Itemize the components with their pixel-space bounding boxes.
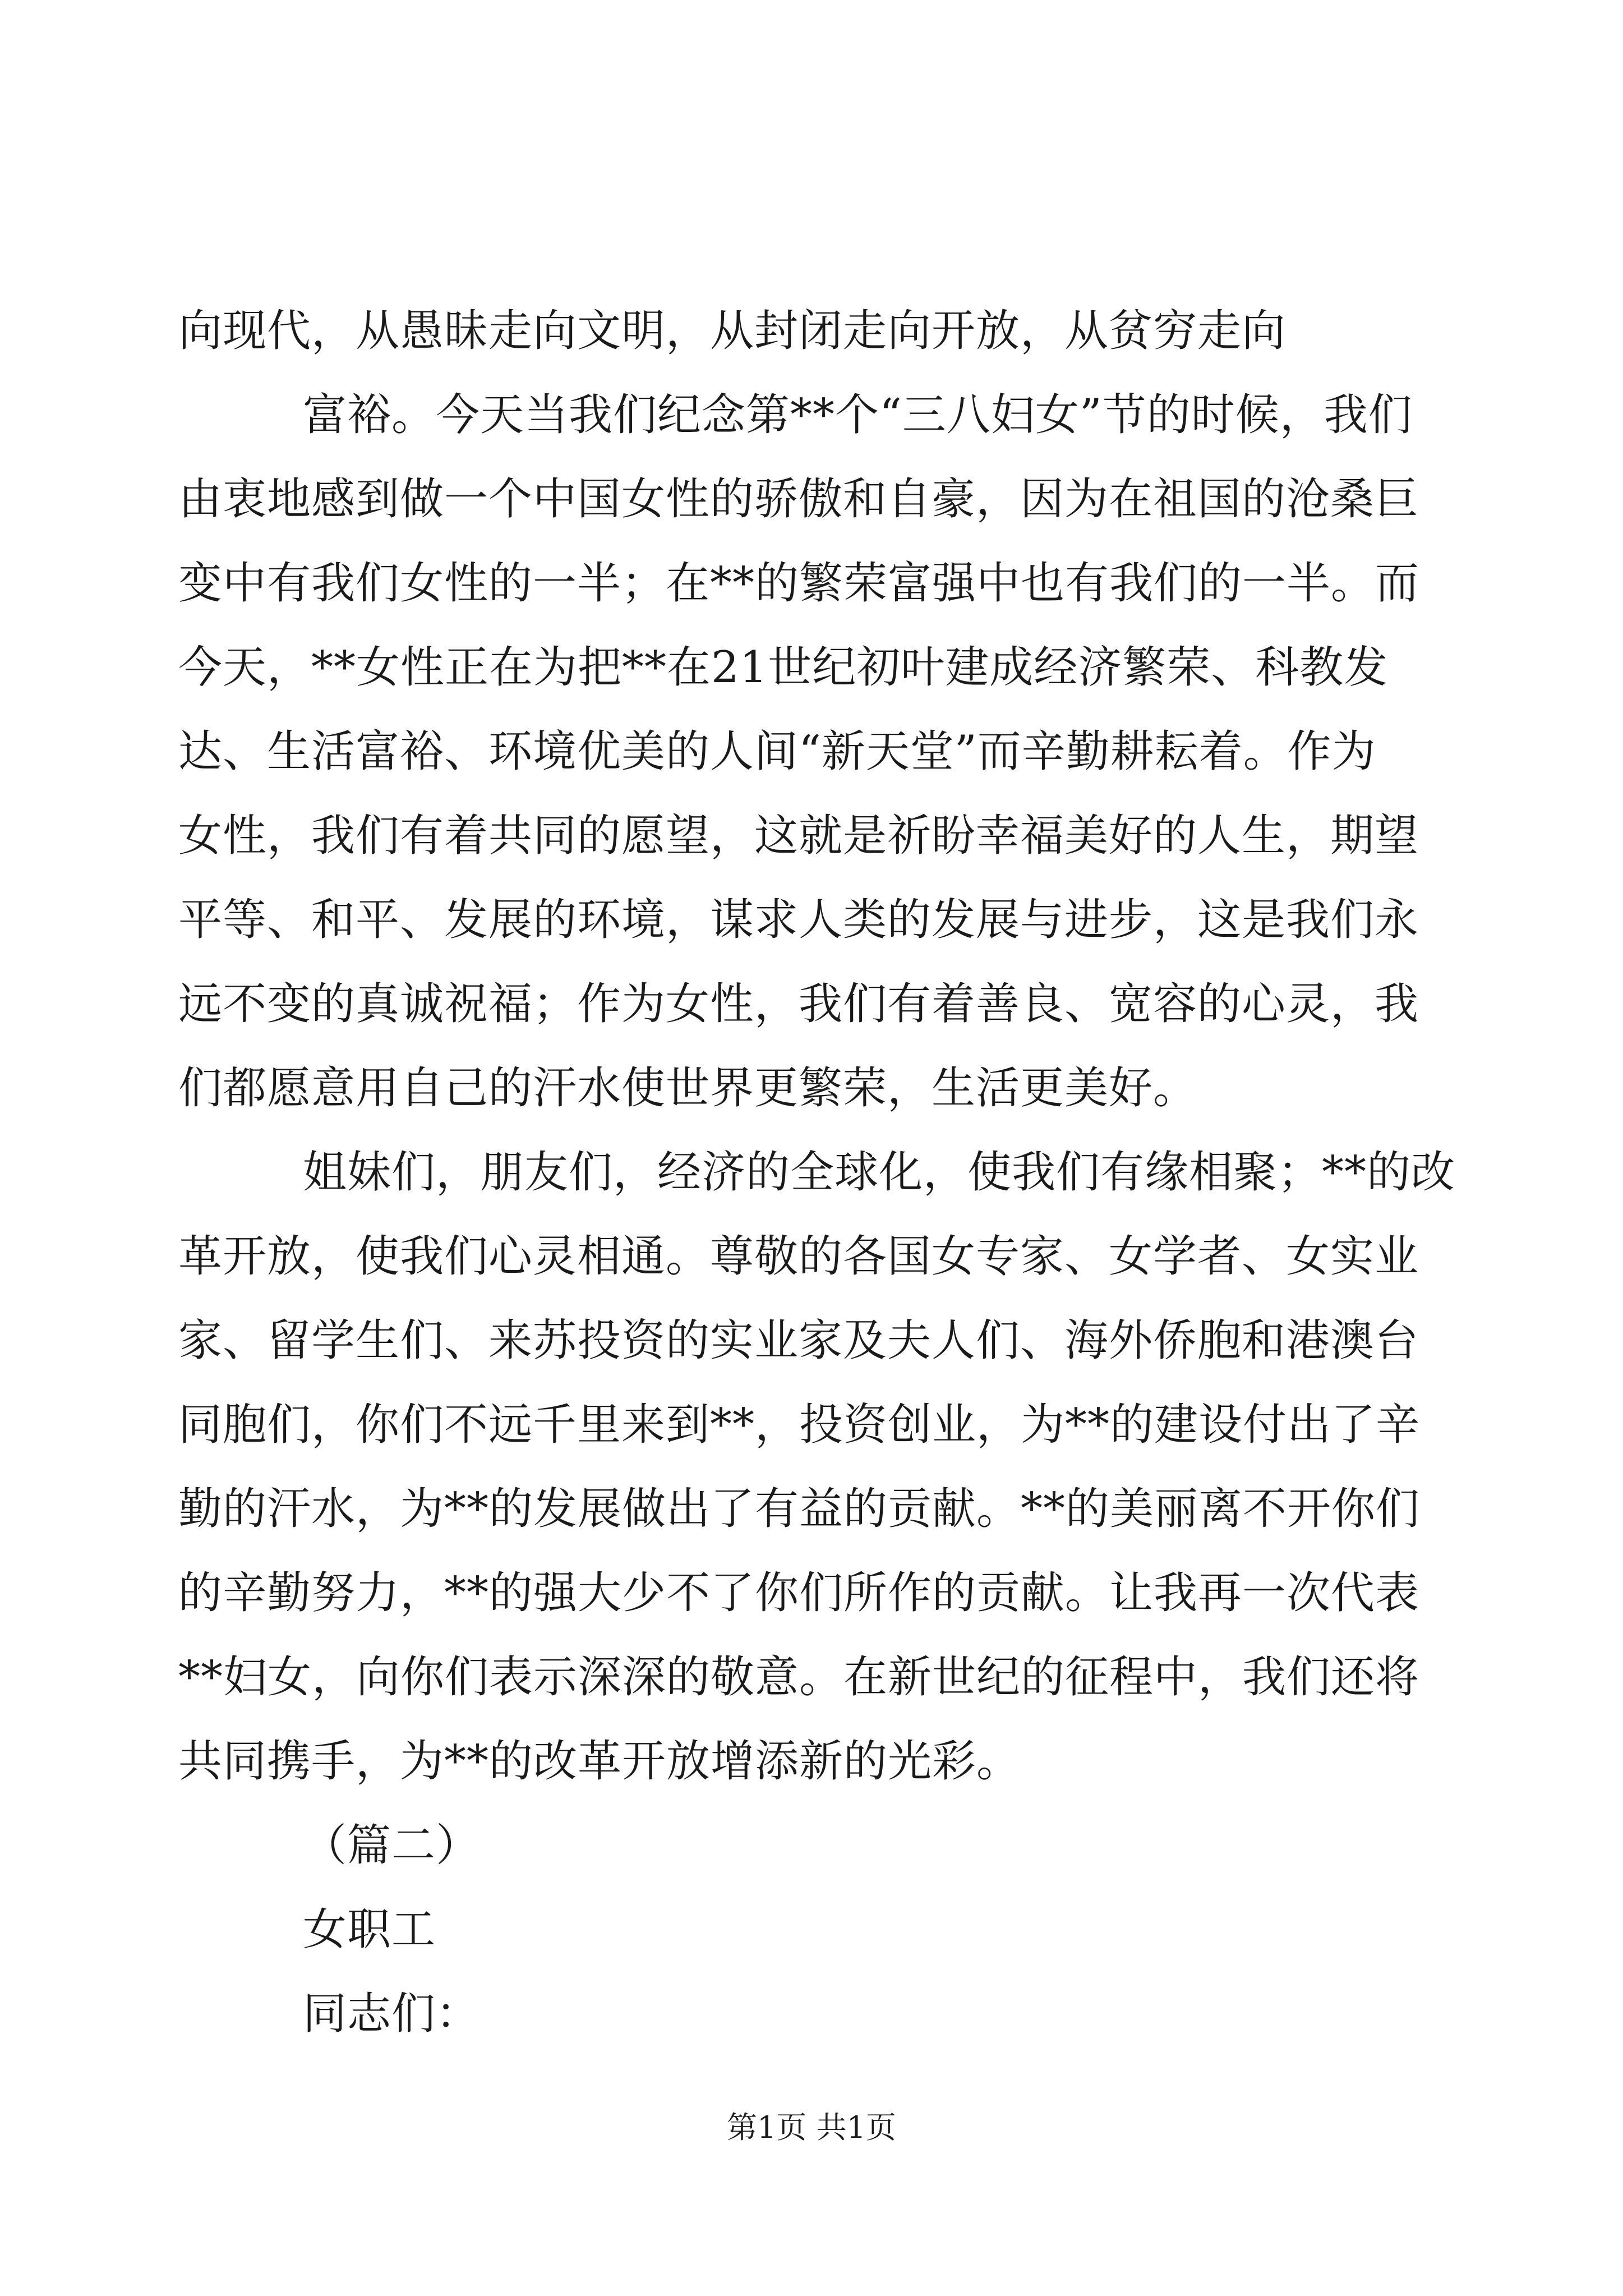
text-line: 富裕。今天当我们纪念第**个“三八妇女”节的时候，我们 [303,390,1413,440]
text-line: 的辛勤努力，**的强大少不了你们所作的贡献。让我再一次代表 [178,1568,1420,1618]
text-line: 共同携手，为**的改革开放增添新的光彩。 [178,1736,1021,1787]
text-line: 同胞们，你们不远千里来到**，投资创业，为**的建设付出了辛 [178,1400,1421,1450]
text-line: 远不变的真诚祝福；作为女性，我们有着善良、宽容的心灵，我 [178,979,1419,1029]
text-line: 向现代，从愚昧走向文明，从封闭走向开放，从贫穷走向 [178,306,1287,356]
text-line: 女职工 [303,1904,436,1955]
text-line: 女性，我们有着共同的愿望，这就是祈盼幸福美好的人生，期望 [178,811,1419,861]
text-line: 姐妹们，朋友们，经济的全球化，使我们有缘相聚；**的改 [303,1147,1456,1198]
text-line: 平等、和平、发展的环境，谋求人类的发展与进步，这是我们永 [178,895,1419,945]
page-footer: 第1页 共1页 [727,2110,896,2145]
text-line: 革开放，使我们心灵相通。尊敬的各国女专家、女学者、女实业 [178,1231,1419,1282]
text-line: 家、留学生们、来苏投资的实业家及夫人们、海外侨胞和港澳台 [178,1315,1419,1366]
text-line: 今天，**女性正在为把**在21世纪初叶建成经济繁荣、科教发 [178,642,1389,693]
text-line: 变中有我们女性的一半；在**的繁荣富强中也有我们的一半。而 [178,558,1420,609]
text-line: 们都愿意用自己的汗水使世界更繁荣，生活更美好。 [178,1063,1198,1114]
text-line: 勤的汗水，为**的发展做出了有益的贡献。**的美丽离不开你们 [178,1484,1421,1534]
text-line: **妇女，向你们表示深深的敬意。在新世纪的征程中，我们还将 [178,1652,1420,1703]
salutation: 同志们： [303,1989,481,2039]
section-heading: （篇二） [303,1820,481,1871]
text-line: 达、生活富裕、环境优美的人间“新天堂”而辛勤耕耘着。作为 [178,726,1376,777]
text-line: 由衷地感到做一个中国女性的骄傲和自豪，因为在祖国的沧桑巨 [178,474,1419,524]
